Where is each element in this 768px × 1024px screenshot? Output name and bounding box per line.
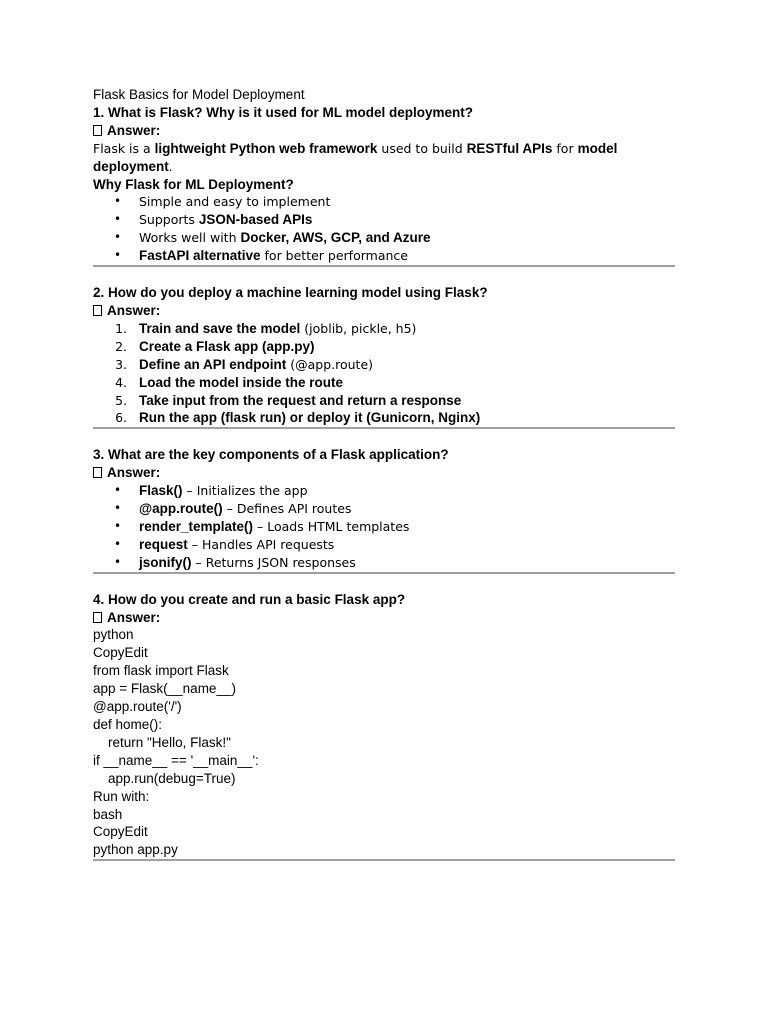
- answer-label-2: Answer:: [93, 302, 675, 320]
- code-line: app.run(debug=True): [93, 770, 236, 786]
- question-4: 4. How do you create and run a basic Flask app?: [93, 591, 406, 607]
- code-line: python: [93, 627, 134, 643]
- list-item: • request – Handles API requests: [93, 536, 675, 554]
- question-1: 1. What is Flask? Why is it used for ML model deployment?: [93, 104, 474, 120]
- list-item: • jsonify() – Returns JSON responses: [93, 554, 675, 572]
- why-heading: Why Flask for ML Deployment?: [93, 176, 294, 192]
- code-line: return "Hello, Flask!": [93, 734, 231, 750]
- checkbox-icon: [93, 467, 102, 478]
- list-item: 3. Define an API endpoint (@app.route): [115, 356, 374, 372]
- code-line: CopyEdit: [93, 824, 148, 840]
- q1-intro-cont: deployment.: [93, 158, 173, 174]
- document-title: Flask Basics for Model Deployment: [93, 87, 305, 102]
- list-item: 6. Run the app (flask run) or deploy it (Gunicorn, Nginx): [115, 410, 481, 426]
- section-divider: [93, 859, 675, 861]
- list-item: • @app.route() – Defines API routes: [93, 500, 675, 518]
- code-line: from flask import Flask: [93, 663, 229, 679]
- list-item: • Flask() – Initializes the app: [93, 482, 675, 500]
- code-line: bash: [93, 806, 123, 822]
- list-item: • render_template() – Loads HTML templates: [93, 518, 675, 536]
- answer-label-1: Answer:: [93, 122, 675, 140]
- question-2: 2. How do you deploy a machine learning model using Flask?: [93, 285, 488, 301]
- code-line: CopyEdit: [93, 645, 148, 661]
- list-item: • FastAPI alternative for better performance: [93, 247, 675, 265]
- list-item: • Supports JSON-based APIs: [93, 211, 675, 229]
- code-line: @app.route('/'): [93, 699, 182, 715]
- code-block: [93, 626, 675, 859]
- q1-intro: Flask is a lightweight Python web framework used to build RESTful APIs for model: [93, 140, 618, 156]
- list-item: 2. Create a Flask app (app.py): [115, 338, 315, 354]
- list-item: 5. Take input from the request and return a response: [115, 392, 462, 408]
- code-line: def home():: [93, 717, 163, 732]
- list-item: • Works well with Docker, AWS, GCP, and Azure: [93, 229, 675, 247]
- code-line: Run with:: [93, 788, 150, 804]
- list-item: 1. Train and save the model (joblib, pickle, h5): [115, 320, 417, 336]
- question-3: 3. What are the key components of a Flask application?: [93, 447, 449, 463]
- code-line: python app.py: [93, 842, 178, 858]
- answer-label-3: Answer:: [93, 464, 675, 482]
- document-page: [93, 86, 675, 861]
- checkbox-icon: [93, 612, 102, 623]
- list-item: 4. Load the model inside the route: [115, 374, 344, 390]
- checkbox-icon: [93, 305, 102, 316]
- checkbox-icon: [93, 125, 102, 136]
- list-item: • Simple and easy to implement: [93, 193, 675, 211]
- answer-label-4: Answer:: [93, 609, 675, 627]
- code-line: app = Flask(__name__): [93, 681, 236, 697]
- code-line: if __name__ == '__main__':: [93, 752, 259, 768]
